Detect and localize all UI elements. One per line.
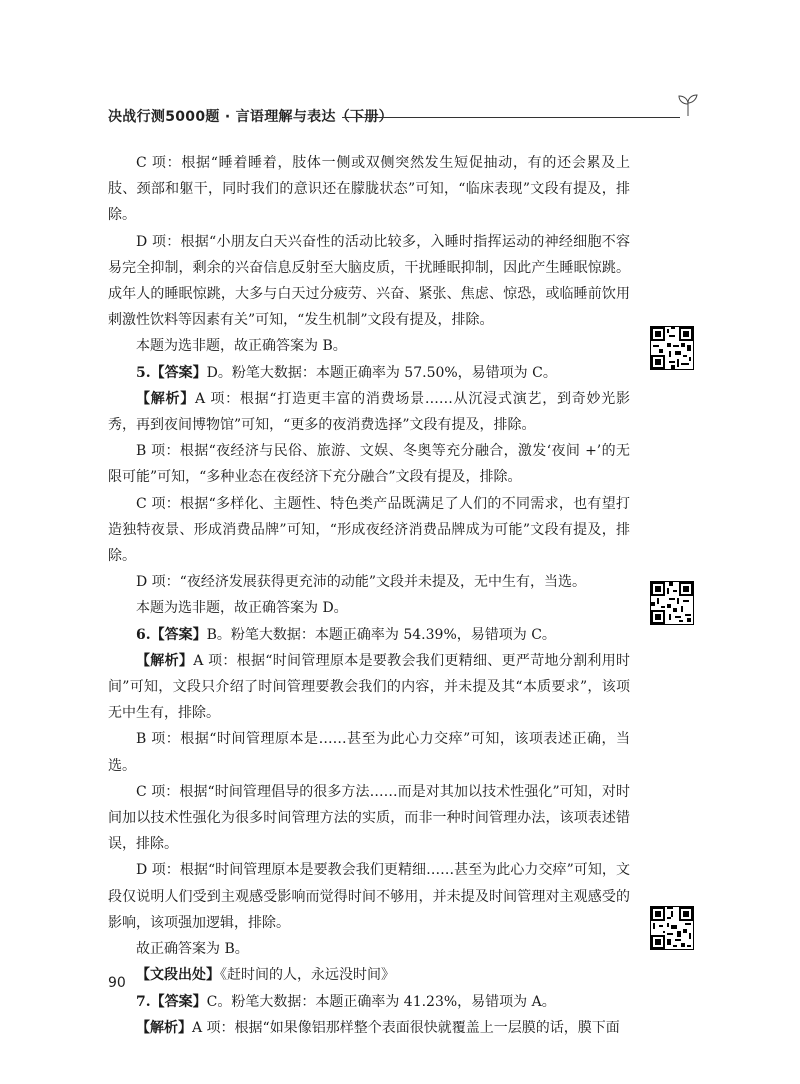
qr-code-question-5[interactable] [650, 326, 694, 370]
paragraph-6b: B 项：根据“时间管理原本是……甚至为此心力交瘁”可知，该项表述正确，当选。 [108, 731, 630, 774]
analysis-5: 【解析】A 项：根据“打造更丰富的消费场景……从沉浸式演艺，到奇妙光影秀，再到夜间博物馆”可知，“更多的夜消费选择”文段有提及，排除。 [108, 390, 631, 434]
paragraph-6d: D 项：根据“时间管理原本是要教会我们更精细……甚至为此心力交瘁”可知，文段仅说明人们受到主观感受影响而觉得时间不够用，并未提及时间管理对主观感受的影响，该项强加逻辑，排除。 [108, 862, 630, 931]
paragraph-conclusion: 本题为选非题，故正确答案为 B。 [136, 338, 347, 355]
answer-6: 6.【答案】B。粉笔大数据：本题正确率为 54.39%，易错项为 C。 [136, 626, 556, 643]
paragraph-5b: B 项：根据“夜经济与民俗、旅游、文娱、冬奥等充分融合，激发‘夜间 +’的无限可能”可知，“多种业态在夜经济下充分融合”文段有提及，排除。 [108, 443, 630, 486]
source-6: 【文段出处】《赶时间的人，永远没时间》 [136, 967, 395, 984]
answer-5: 5.【答案】D。粉笔大数据：本题正确率为 57.50%，易错项为 C。 [136, 364, 557, 381]
paragraph-c-option: C 项：根据“睡着睡着，肢体一侧或双侧突然发生短促抽动，有的还会累及上肢、颈部和躯干，同时我们的意识还在朦胧状态”可知，“临床表现”文段有提及，排除。 [108, 155, 630, 224]
paragraph-5c: C 项：根据“多样化、主题性、特色类产品既满足了人们的不同需求，也有望打造独特夜景、形成消费品牌”可知，“形成夜经济消费品牌成为可能”文段有提及，排除。 [108, 495, 630, 565]
page-body [108, 150, 630, 1041]
paragraph-5-conclusion: 本题为选非题，故正确答案为 D。 [136, 600, 348, 617]
paragraph-6c: C 项：根据“时间管理倡导的很多方法……而是对其加以技术性强化”可知，对时间加以技术性强化为很多时间管理方法的实质，而非一种时间管理办法，该项表述错误，排除。 [108, 783, 630, 853]
paragraph-6-conclusion: 故正确答案为 B。 [136, 941, 249, 958]
paragraph-5d: D 项：“夜经济发展获得更充沛的动能”文段并未提及，无中生有，当选。 [136, 574, 586, 591]
qr-code-question-6[interactable] [650, 581, 694, 625]
page-number: 90 [108, 975, 126, 991]
answer-7: 7.【答案】C。粉笔大数据：本题正确率为 41.23%，易错项为 A。 [136, 993, 556, 1010]
qr-code-question-7[interactable] [650, 906, 694, 950]
header-rule [342, 117, 680, 118]
analysis-6: 【解析】A 项：根据“时间管理原本是要教会我们更精细、更严苛地分割利用时间”可知，文段只介绍了时间管理要教会我们的内容，并未提及其“本质要求”，该项无中生有，排除。 [108, 652, 631, 722]
paragraph-d-option: D 项：根据“小朋友白天兴奋性的活动比较多，入睡时指挥运动的神经细胞不容易完全抑制，剩余的兴奋信息反射至大脑皮质，干扰睡眠抑制，因此产生睡眠惊跳。成年人的睡眠惊跳，大多与白天过分疲劳、兴奋、紧张、焦虑、惊恐，或临睡前饮用刺激性饮料等因素有关”可知，“发生机制”文段有提及，排除。 [108, 233, 630, 329]
sprout-leaf-icon [678, 94, 698, 116]
running-header [108, 106, 698, 130]
analysis-7: 【解析】A 项：根据“如果像铝那样整个表面很快就覆盖上一层膜的话，膜下面 [136, 1019, 620, 1036]
book-title: 决战行测5000题 · 言语理解与表达（下册） [108, 109, 393, 125]
